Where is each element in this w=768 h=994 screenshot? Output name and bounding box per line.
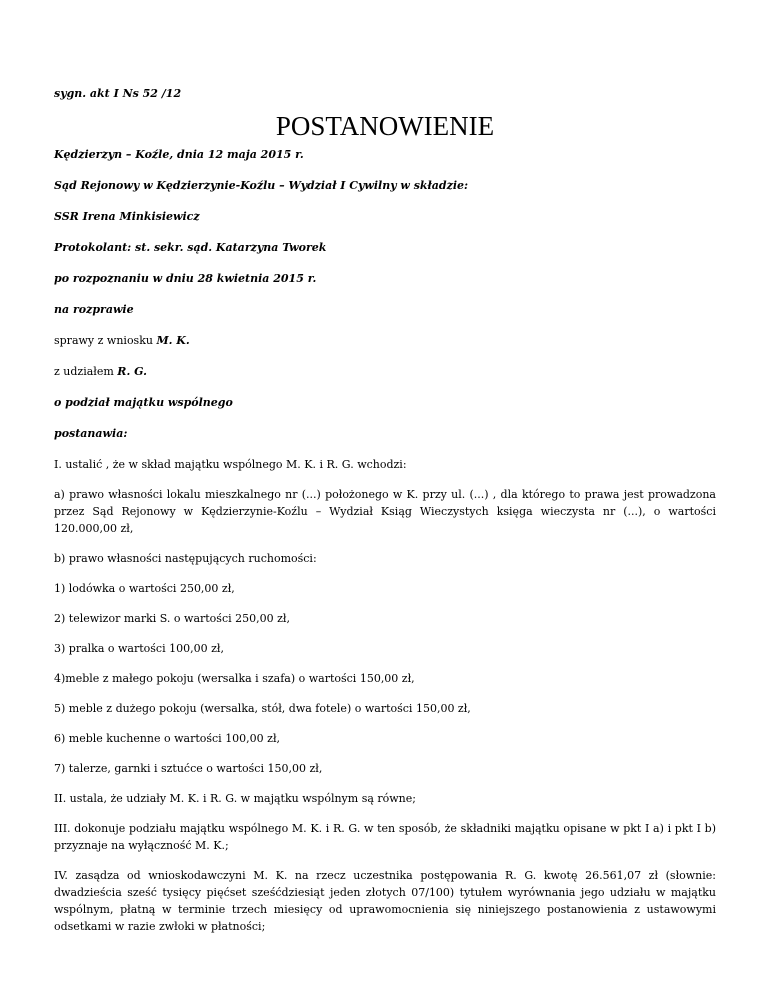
document-page — [54, 86, 716, 948]
movable-item: 2) telewizor marki S. o wartości 250,00 zł, — [54, 612, 290, 625]
case-prefix: sprawy z wniosku — [54, 334, 157, 347]
subject-line: o podział majątku wspólnego — [54, 396, 233, 409]
point-1: I. ustalić , że w skład majątku wspólnego M. K. i R. G. wchodzi: — [54, 458, 407, 471]
applicant-name: M. K. — [156, 334, 190, 347]
movable-item: 4)meble z małego pokoju (wersalka i szafa) o wartości 150,00 zł, — [54, 672, 415, 685]
case-signature: sygn. akt I Ns 52 /12 — [54, 87, 182, 100]
participant-prefix: z udziałem — [54, 365, 118, 378]
place-date: Kędzierzyn – Koźle, dnia 12 maja 2015 r. — [54, 148, 304, 161]
judge-line: SSR Irena Minkisiewicz — [54, 210, 200, 223]
movable-item: 3) pralka o wartości 100,00 zł, — [54, 642, 224, 655]
movable-item: 6) meble kuchenne o wartości 100,00 zł, — [54, 732, 281, 745]
movable-item: 5) meble z dużego pokoju (wersalka, stół, dwa fotele) o wartości 150,00 zł, — [54, 702, 471, 715]
case-applicant-line — [54, 332, 716, 349]
decision-word: postanawia: — [54, 427, 128, 440]
point-2: II. ustala, że udziały M. K. i R. G. w majątku wspólnym są równe; — [54, 792, 416, 805]
point-4: IV. zasądza od wnioskodawczyni M. K. na rzecz uczestnika postępowania R. G. kwotę 26.561,07 zł (słownie: dwadzieścia sześć tysięcy pięćset sześćdziesiąt jeden złotych 07/100) tytułem wyrównania jego udziału w majątku wspólnym, płatną w terminie trzech miesięcy od uprawomocnienia się niniejszego postanowienia z ustawowymi odsetkami w razie zwłoki w płatności; — [54, 869, 716, 933]
movable-item: 7) talerze, garnki i sztućce o wartości 150,00 zł, — [54, 762, 323, 775]
hearing-type-line: na rozprawie — [54, 303, 134, 316]
point-3: III. dokonuje podziału majątku wspólnego M. K. i R. G. w ten sposób, że składniki majątku opisane w pkt I a) i pkt I b) przyznaje na wyłączność M. K.; — [54, 822, 716, 852]
participant-name: R. G. — [117, 365, 147, 378]
point-1a: a) prawo własności lokalu mieszkalnego nr (...) położonego w K. przy ul. (...) , dla którego to prawa jest prowadzona przez Sąd Rejonowy w Kędzierzynie-Koźlu – Wydział Ksiąg Wieczystych księga wieczysta nr (...), o wartości 120.000,00 zł, — [54, 488, 716, 535]
participant-line — [54, 363, 716, 380]
court-line: Sąd Rejonowy w Kędzierzynie-Koźlu – Wydział I Cywilny w składzie: — [54, 179, 469, 192]
document-title: POSTANOWIENIE — [275, 111, 495, 141]
point-1b: b) prawo własności następujących ruchomości: — [54, 552, 317, 565]
clerk-line: Protokolant: st. sekr. sąd. Katarzyna Tworek — [54, 241, 327, 254]
movable-item: 1) lodówka o wartości 250,00 zł, — [54, 582, 235, 595]
hearing-date-line: po rozpoznaniu w dniu 28 kwietnia 2015 r. — [54, 272, 317, 285]
